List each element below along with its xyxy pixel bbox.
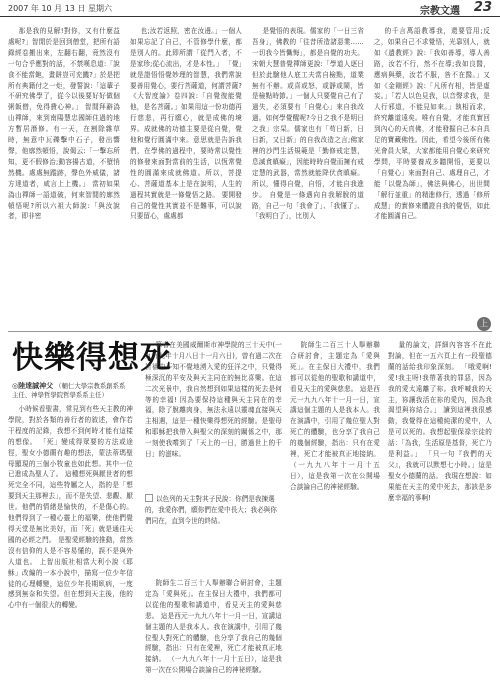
section-title: 宗教文選 (420, 6, 460, 17)
feature-headline: 快樂得想死 (12, 340, 172, 376)
top-article-text-4: 的千言萬語教導我，還要管用;反之，如果自己不求覺悟，光靠別人，就如《遺教經》說:「我如善導，導人善路，汝若不行，然不在導;我如良醫，應病與藥，汝若不服，咎不在醫。」又如《金剛經》說:「凡所有相，皆是虛妄。」「若人以色見我，以音聲求我，是人行邪道，不能見如來。」執相而求，終究離道遠矣。唯有自覺，才能真實回到內心的天真佛，才能發掘自己本自具足的寶藏佛性。因此，希望今後所有佛光會員大眾，大家都能用自覺心來研究學問，平時要養成多聽開悟，更要以「自覺心」來面對自己、處理自己，才能「以覺為師」，佛法與佛心，出世間「解行並重」的精進修行，透過「修所成慧」的實修來體證自我的覺悟，如此才能圓滿自己。 (374, 27, 490, 221)
top-article-text-2: 也;汝若返照，密在汝邊。」一個人如果忘記了自己，不管修學什麼，都是別人的。此即所謂「從門入者，不是家珍;從心流出，才是本性。」 「覺」就是證悟悟覺妙理的智慧，我們常說要善用覺心，要行菩薩道，何謂菩薩?《大智度論》卷四說:「自覺復能覺他，是名菩薩。」如果用這一份功德再行慈悲，再行願心，就是成佛的境界。成就佛的功德主要是從自覺，覺他和覺行圓滿中來。意思就是告訴我們，在學佛的過程中，要時常以覺性的修發來面對當前的生活，以恆常覺性的圓滿來成就佛道。所以，菩提心、菩薩道基本上是在說明，人生的過程其實就是一條覺悟之路。 要開發自己的覺性其實並不是難事，可以說只要留心，處處都 (130, 27, 242, 221)
scripture-quote (145, 494, 282, 528)
article-end-mark: 上 (477, 317, 491, 331)
top-article-text-1: 那是我的見解!對你，又有什麼益處呢?」智閒於是回到僧堂，把所有語錄經卷搬出來，左翻右翻，竟然沒有一句合乎應對的話，不禁嘆息道:「說食不能當飽，畫餅豈可充饑?」於是把所有典籍付之一炬，發誓說:「這輩子不研究佛學了，從今以後要好好做個粥飯僧，免得費心神。」 智閒拜辭溈山禪師，來到南陽慧忠國師住過的地方暫居潛修。有一天，在割除雜草時，無意中瓦礫擊中石子，發出響聲，他廓然頓悟，說偈云:「一擊忘所知，更不假修治;動容揚古道，不墮悄然機。處處無蹤跡，聲色外威儀，諸方達道者，咸言上上機。」 當初如果溈山禪師一語道破，何來智閒的廓然頓悟呢?所以六祖大師說:「與汝說者，即非密 (8, 27, 120, 221)
scripture-quote-text: 以色列的天主對其子民說：你們是我揀選的，我愛你們，願你們在愛中長大；我必與你們同在，直到今世的終結。 (145, 495, 277, 526)
top-article-column-1 (8, 26, 120, 326)
feature-column-2b (145, 578, 282, 688)
page-header (0, 0, 500, 17)
feature-text-2: 筆者在美國威爾斯市神學院的三十天中(一九九九年十月八日十一月六日)，曾有過二次在祈禱中不知不覺地湧入愛的狂洋之中，只覺得極深沉的平安及與天主同在的無比喜樂。在這二次光景中，我自然想到如果這樣的死去是何等的幸福! 因為要保持這種與天主同在的幸福，除了脫離肉身，無法永遠以靈魂直接與天主相遇，這是一種快樂得想死的經驗。是聖母和耶穌把我帶入與聖父的深刻的關係之中，那一刻使我嚐到了「天上的一日，勝過世上的千日」的滋味。 (145, 341, 282, 459)
feature-byline (12, 382, 130, 400)
author-name: ◎陸達誠神父 (12, 382, 54, 390)
feature-text-4: 量的論文，詳細內容容不在此對論，但在一五六頁上有一段聖德蘭的話給我印象深刻。 「哦愛啊!愛!我主呀!我帶著我的罪惡，因為我的愛太遠離了祢。我呼喊我的天主，祢讓我活在祢的愛內，因為我渴望與祢結合。」 讀到這裡我很感動，我覺得在這種純潔的愛中，人是可以死的。我想起聖保祿宗徒的話：「為我，生活原是基督，死亡乃是利益。」 「只一句『我們的天父』，我就可以默想七小時。」這是聖女小德蘭的話。 我現在想說：如果能在天主的愛中死去，那該是多麼幸福的事啊! (388, 341, 492, 502)
page-number: 23 (473, 0, 492, 15)
issue-date: 2007 年 10 月 13 日 星期六 (8, 4, 112, 13)
top-article-column-2 (130, 26, 242, 326)
top-article-text-3: 是覺悟的表現。儒家的「一日三省吾身」，佛教的「往昔所造諸惡業……一切我今皆懺悔」，都是自覺的功夫。宋朝大慧普覺禪師更說:「學道人逐日但於此驗他人底工夫當自檢點，道業無有不辦。或喜或怒，或靜或鬧，皆是檢點時節。」一個人只要覺自己有了過失，必須要有「自覺心」來自我改過。如何學覺醒呢?今日之我不是明日之我」宗杲。儒家也有「苟日新，日日新，又日新」的自我改造之言;佛家裡的沙門生活規範是「勤修戒定慧，息滅貪瞋癡」，因能時時自覺而擁有戒定慧的武器，當然就能降伏貪瞋癡。所以，懂得自覺，自悟，才能自我進步。 自覺是一條邁向自我解脫的道路，自己一句「我會了」、「我懂了」、「我明白了」，比別人 (252, 27, 364, 221)
quote-marker-icon (145, 494, 153, 502)
feature-column-3 (290, 340, 380, 688)
feature-column-1 (8, 404, 133, 687)
feature-text-2b: 院師生二百三十人舉辦聯合研討會，主題定為「愛與死」。在主保日大禮中，我們都可以從他的聖歌和講道中，看見天主的愛與慈悲。 這是西元一九九八年十一月一日，宣講這個主題的人是我本人。我在演講中，引用了幾位聖人對死亡的體驗，也分享了我自己的幾個經驗，指出：只有在愛裡，死亡才能被真正地接納。 （一九九八年十一月十五日），這是我第一次在公開場合談論自己的神祕經驗。 (145, 579, 282, 675)
feature-column-4 (388, 340, 492, 688)
top-article-column-4 (374, 26, 490, 314)
section-divider (8, 331, 492, 332)
feature-text-3: 院師生二百三十人舉辦聯合研討會，主題定為「愛與死」。在主保日大禮中，我們都可以從他的聖歌和講道中，看見天主的愛與慈悲。 這是西元一九九八年十一月一日，宣講這個主題的人是我本人。我在演講中，引用了幾位聖人對死亡的體驗，也分享了我自己的幾個經驗，指出：只有在愛裡，死亡才能被真正地接納。 （一九九八年十一月十五日），這是我第一次在公開場合談論自己的神祕經驗。 (290, 341, 380, 491)
author-note: （輔仁大學宗教系創系系主任、神學哲學院哲學系系主任） (12, 382, 126, 399)
top-article-column-3 (252, 26, 364, 326)
feature-column-2 (145, 340, 282, 490)
feature-text-1: 小時候看聖書，常見到有些天主教的神學院，對於各類的善行者的敘述，會作若干程度的記錄，我想不到何時才能有這樣的想像。 「死」變成得眾要的方法或途徑，聖女小德蘭有趣的想法，蒙法蒂瑪聖母顯現的三個小牧童也如此想。其中一位已進成為聖人了。 這種想死與厭世者的想死完全不同，這些特屬之人，指的是「想要到天主那裡去」，而不是失望、悲觀、厭世。他們的情緒是愉快的，不是傷心的。他們得到了一種心靈上的福樂，使他們覺得天堂是無比美好，而「死」就是通往天國的必經之門。 是聖愛經驗的推動，當然沒有信仰的人是不容易懂的，誤不是與外人道也。 上智出版社相當大利小說《耶穌」改編的一本小說中，描寫一位少年信徒的心理轉變，這位少年長期臥病，一度感到無奈和失望。但在想到天主後，他的心中有一個很大的轉變。 (8, 405, 133, 610)
